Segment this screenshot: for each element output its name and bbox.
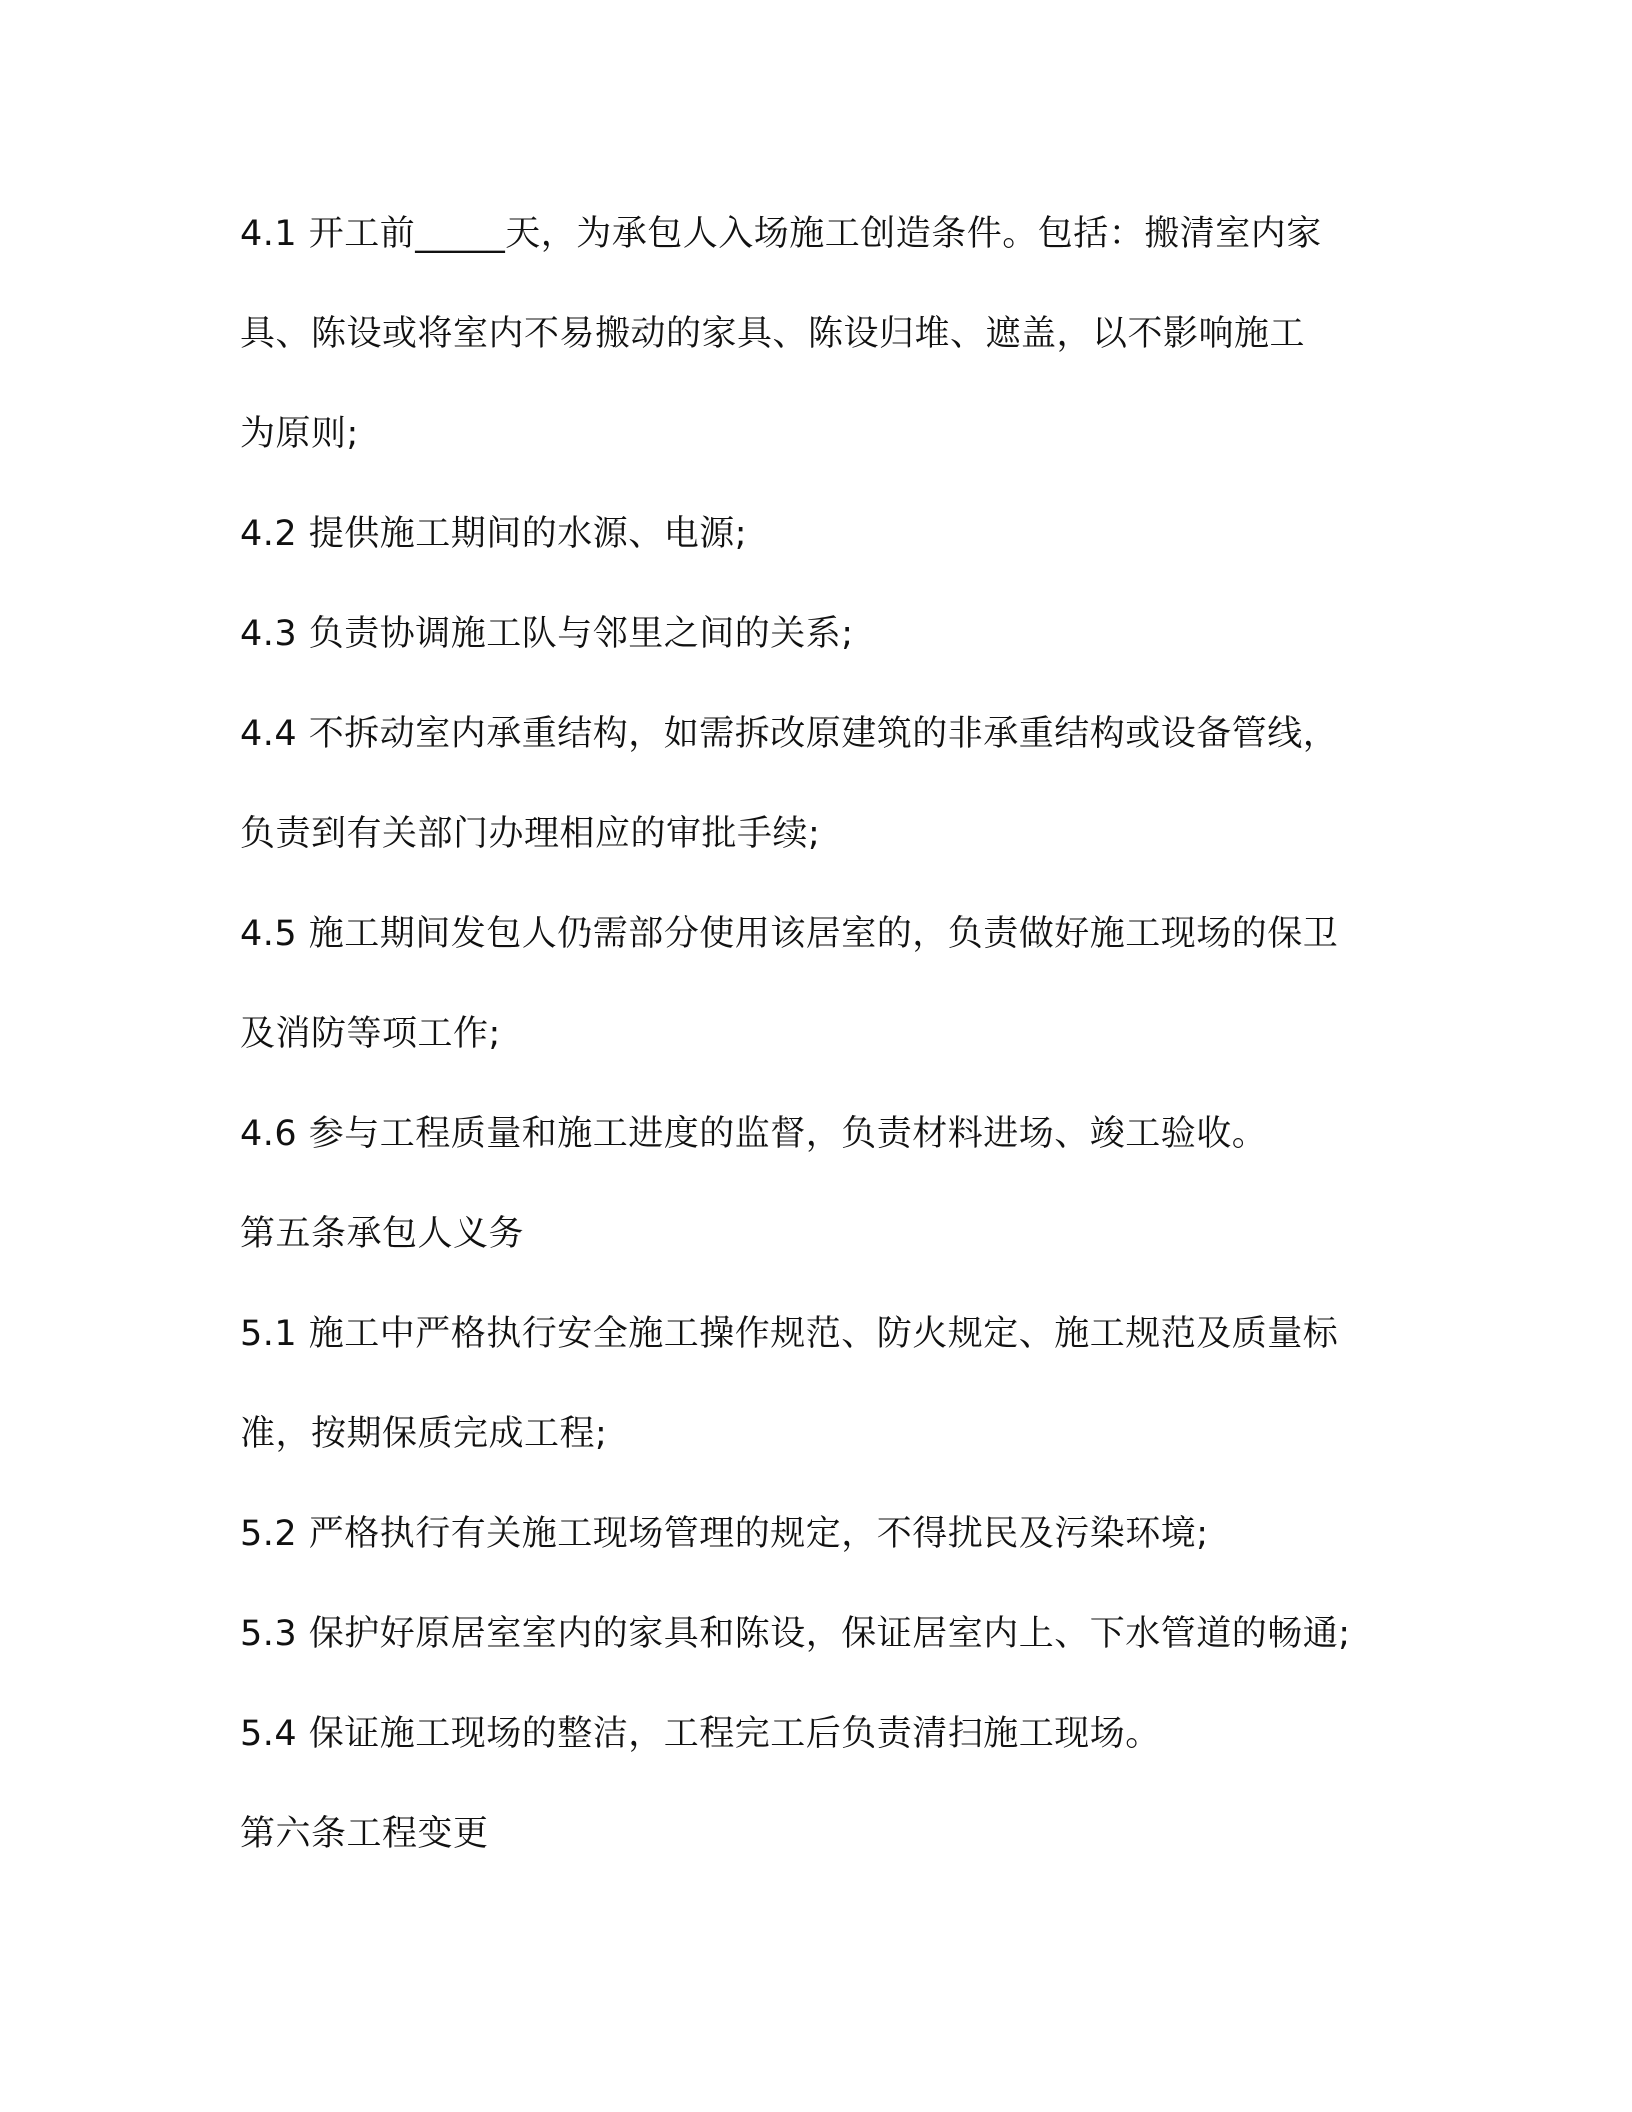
clause-4-2: 4.2 提供施工期间的水源、电源; xyxy=(240,514,748,554)
clause-4-5-line-2: 及消防等项工作; xyxy=(240,1014,501,1054)
clause-4-1-line-3: 为原则; xyxy=(240,414,359,454)
clause-5-1-line-2: 准，按期保质完成工程; xyxy=(240,1414,608,1454)
clause-5-1-line-1: 5.1 施工中严格执行安全施工操作规范、防火规定、施工规范及质量标 xyxy=(240,1314,1339,1354)
section-heading-article-6: 第六条工程变更 xyxy=(240,1814,489,1854)
clause-5-3: 5.3 保护好原居室室内的家具和陈设，保证居室内上、下水管道的畅通; xyxy=(240,1614,1351,1654)
section-heading-article-5: 第五条承包人义务 xyxy=(240,1214,525,1254)
document-body xyxy=(240,184,1420,1884)
clause-4-4-line-2: 负责到有关部门办理相应的审批手续; xyxy=(240,814,821,854)
clause-4-1-line-1: 4.1 开工前_____天，为承包人入场施工创造条件。包括：搬清室内家 xyxy=(240,214,1322,254)
clause-4-1-line-2: 具、陈设或将室内不易搬动的家具、陈设归堆、遮盖，以不影响施工 xyxy=(240,314,1306,354)
clause-5-4: 5.4 保证施工现场的整洁，工程完工后负责清扫施工现场。 xyxy=(240,1714,1161,1754)
clause-4-6: 4.6 参与工程质量和施工进度的监督，负责材料进场、竣工验收。 xyxy=(240,1114,1268,1154)
clause-5-2: 5.2 严格执行有关施工现场管理的规定，不得扰民及污染环境; xyxy=(240,1514,1209,1554)
clause-4-3: 4.3 负责协调施工队与邻里之间的关系; xyxy=(240,614,854,654)
clause-4-4-line-1: 4.4 不拆动室内承重结构，如需拆改原建筑的非承重结构或设备管线， xyxy=(240,714,1339,754)
clause-4-5-line-1: 4.5 施工期间发包人仍需部分使用该居室的，负责做好施工现场的保卫 xyxy=(240,914,1339,954)
